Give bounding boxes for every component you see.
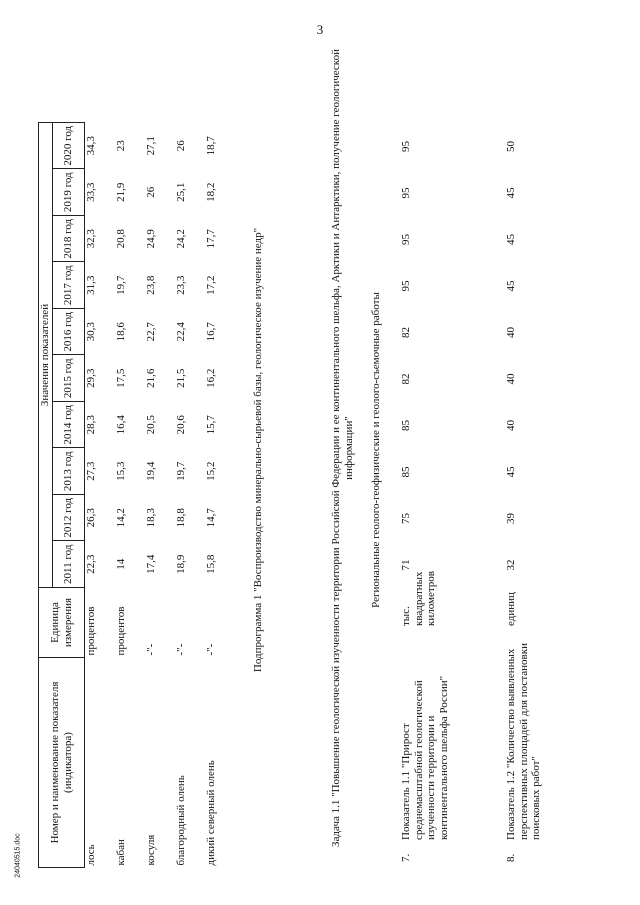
row-value: 30,3 xyxy=(85,322,97,342)
table-row xyxy=(115,123,145,868)
row-value: 18,9 xyxy=(174,554,187,574)
task-title: Задача 1.1 "Повышение геологической изученности территории Российской Федерации и ее континентального шельфа, Арктики и Антарктики, получение геологической информации" xyxy=(330,49,355,847)
row-value: 23,8 xyxy=(144,275,157,295)
indicator-value: 95 xyxy=(400,280,412,292)
row-value: 24,2 xyxy=(174,229,187,249)
row-value: 16,4 xyxy=(114,415,127,435)
row-value: 21,6 xyxy=(144,368,157,388)
row-value: 23,3 xyxy=(174,275,187,295)
subprogram-title: Подпрограмма 1 "Воспроизводство минерально-сырьевой базы, геологическое изучение недр" xyxy=(252,227,264,673)
row-value: 17,5 xyxy=(114,368,127,388)
document-code: 24040515.doc xyxy=(14,833,22,878)
indicator-number: 8. xyxy=(505,853,517,862)
row-value: 21,5 xyxy=(174,368,187,388)
indicator-value: 40 xyxy=(505,373,517,385)
row-value: 23 xyxy=(114,140,127,152)
row-value: 26 xyxy=(144,186,157,198)
header-year: 2018 год xyxy=(53,216,85,263)
indicator-value: 45 xyxy=(505,280,517,292)
row-name: косуля xyxy=(144,834,157,866)
header-year: 2020 год xyxy=(53,123,85,170)
row-value: 22,4 xyxy=(174,322,187,342)
row-value: 17,2 xyxy=(204,275,217,295)
indicator-number: 7. xyxy=(400,853,412,862)
row-value: 31,3 xyxy=(85,275,97,295)
indicator-value: 85 xyxy=(400,420,412,431)
header-values-group: Значения показателей xyxy=(39,123,53,588)
indicator-value: 40 xyxy=(505,420,517,431)
table-row xyxy=(145,123,175,868)
row-value: 15,2 xyxy=(204,461,217,481)
row-value: 18,3 xyxy=(144,508,157,528)
indicator-value: 85 xyxy=(400,466,412,478)
indicator-value: 32 xyxy=(505,559,517,571)
header-year: 2014 год xyxy=(53,402,85,449)
indicator-unit: тыс. квадратных километров xyxy=(400,571,438,626)
row-unit: процентов xyxy=(114,606,127,656)
indicator-value: 95 xyxy=(400,234,412,245)
indicator-value: 95 xyxy=(400,187,412,199)
row-value: 20,8 xyxy=(114,229,127,249)
header-year: 2012 год xyxy=(53,495,85,542)
row-name: кабан xyxy=(114,839,127,866)
table-body xyxy=(85,123,235,868)
row-value: 26 xyxy=(174,140,187,152)
table-row xyxy=(85,123,115,868)
row-value: 14 xyxy=(114,558,127,570)
row-unit: -"- xyxy=(174,643,187,656)
row-value: 14,2 xyxy=(114,508,127,528)
header-year: 2017 год xyxy=(53,262,85,309)
row-name: лось xyxy=(85,844,97,866)
row-value: 16,7 xyxy=(204,322,217,342)
row-value: 18,7 xyxy=(204,136,217,156)
row-unit: -"- xyxy=(204,643,217,656)
row-value: 15,3 xyxy=(114,461,127,481)
row-value: 22,7 xyxy=(144,322,157,342)
row-value: 18,2 xyxy=(204,182,217,202)
row-value: 25,1 xyxy=(174,182,187,202)
row-value: 27,1 xyxy=(144,136,157,156)
row-value: 19,7 xyxy=(114,275,127,295)
row-value: 22,3 xyxy=(85,554,97,574)
header-year: 2019 год xyxy=(53,169,85,216)
row-value: 28,3 xyxy=(85,415,97,435)
row-value: 24,9 xyxy=(144,229,157,249)
row-name: дикий северный олень xyxy=(204,760,217,866)
table-row xyxy=(175,123,205,868)
row-value: 27,3 xyxy=(85,461,97,481)
row-unit: -"- xyxy=(144,643,157,656)
indicator-value: 75 xyxy=(400,513,412,524)
header-unit: Единица измерения xyxy=(39,588,85,658)
header-year: 2011 год xyxy=(53,541,85,588)
row-value: 33,3 xyxy=(85,182,97,202)
row-value: 17,7 xyxy=(204,229,217,249)
indicator-value: 50 xyxy=(505,141,517,152)
row-value: 20,5 xyxy=(144,415,157,435)
indicator-value: 45 xyxy=(505,466,517,478)
indicator-label: Показатель 1.1 "Прирост среднемасштабной геологической изученности территории и континентального шельфа России" xyxy=(400,675,450,840)
header-name: Номер и наименование показателя (индикатора) xyxy=(39,658,85,868)
row-value: 19,4 xyxy=(144,461,157,481)
row-value: 34,3 xyxy=(85,136,97,156)
row-value: 15,7 xyxy=(204,415,217,435)
rotated-sheet xyxy=(30,20,620,880)
row-value: 20,6 xyxy=(174,415,187,435)
table-row xyxy=(205,123,235,868)
indicator-label: Показатель 1.2 "Количество выявленных перспективных площадей для постановки поисковых работ" xyxy=(505,643,543,840)
regional-works-heading: Региональные геолого-геофизические и геолого-съемочные работы xyxy=(370,292,382,608)
row-value: 26,3 xyxy=(85,508,97,528)
indicator-value: 82 xyxy=(400,373,412,385)
row-unit: процентов xyxy=(85,606,97,656)
row-value: 18,8 xyxy=(174,508,187,528)
indicator-value: 39 xyxy=(505,513,517,524)
header-year: 2015 год xyxy=(53,355,85,402)
indicator-value: 71 xyxy=(400,559,412,571)
indicator-value: 95 xyxy=(400,141,412,152)
header-year: 2013 год xyxy=(53,448,85,495)
indicator-unit: единиц xyxy=(505,592,517,626)
indicator-value: 82 xyxy=(400,327,412,338)
row-value: 17,4 xyxy=(144,554,157,574)
header-year: 2016 год xyxy=(53,309,85,356)
row-value: 32,3 xyxy=(85,229,97,249)
row-value: 19,7 xyxy=(174,461,187,481)
page-number: 3 xyxy=(316,22,324,37)
row-value: 21,9 xyxy=(114,182,127,202)
row-value: 14,7 xyxy=(204,508,217,528)
indicators-table xyxy=(38,122,235,868)
indicator-value: 45 xyxy=(505,187,517,199)
row-value: 29,3 xyxy=(85,368,97,388)
row-value: 18,6 xyxy=(114,322,127,342)
row-name: благородный олень xyxy=(174,775,187,866)
row-value: 16,2 xyxy=(204,368,217,388)
row-value: 15,8 xyxy=(204,554,217,574)
indicator-value: 40 xyxy=(505,327,517,338)
indicator-value: 45 xyxy=(505,234,517,245)
